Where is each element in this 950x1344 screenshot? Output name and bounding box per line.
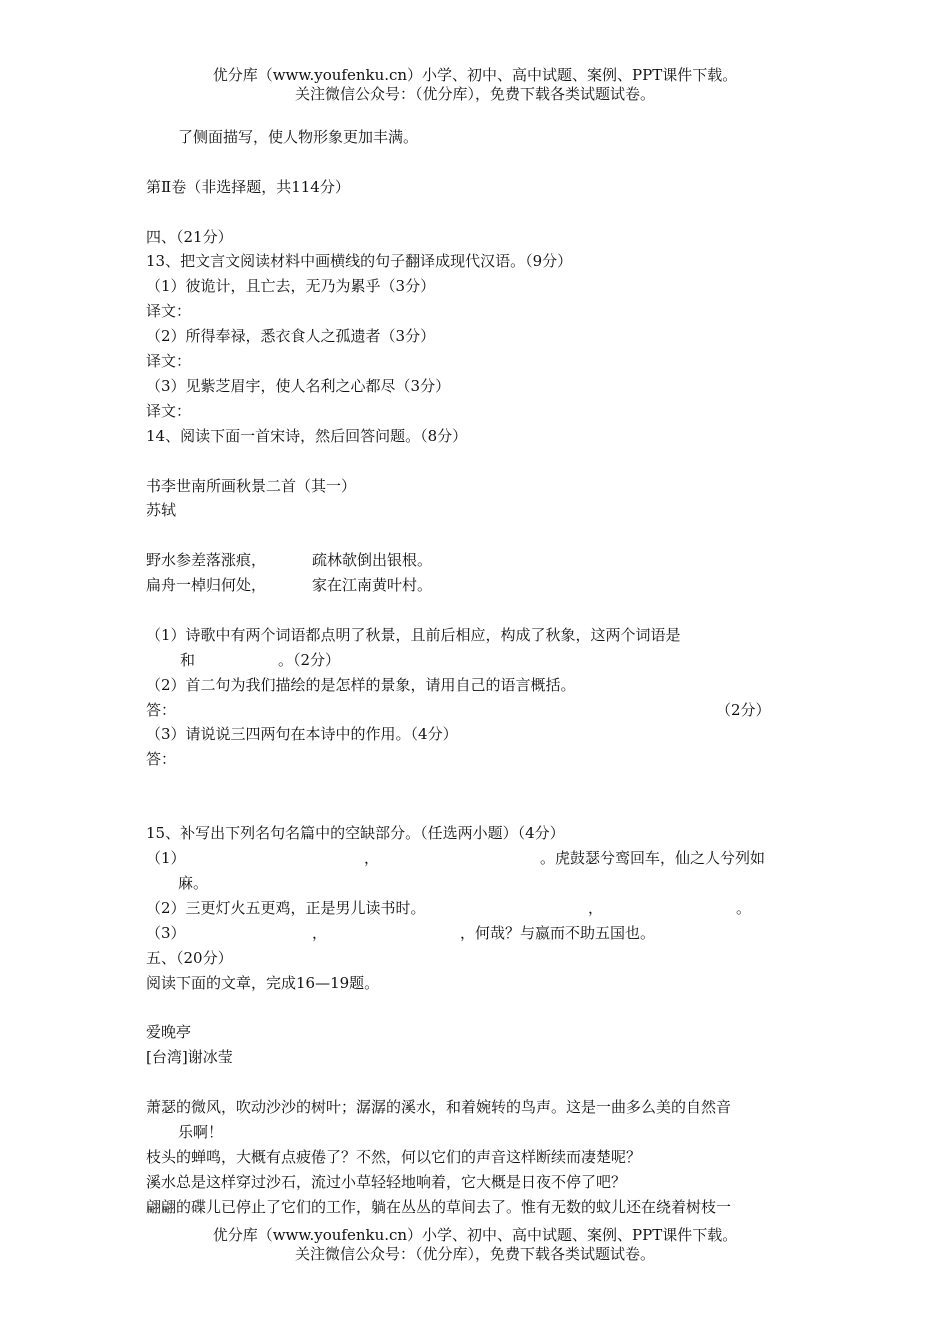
article-paragraph-1: 萧瑟的微风，吹动沙沙的树叶；潺潺的溪水，和着婉转的鸟声。这是一曲多么美的自然音 xyxy=(146,1098,732,1116)
question-14: 14、阅读下面一首宋诗，然后回答问题。（8分） xyxy=(146,427,468,445)
article-paragraph-3: 溪水总是这样穿过沙石，流过小草轻轻地响着，它大概是日夜不停了吧？ xyxy=(146,1173,627,1191)
reading-instruction: 阅读下面的文章，完成16—19题。 xyxy=(146,974,380,992)
poem-line-2b: 家在江南黄叶村。 xyxy=(312,576,433,594)
poem-title: 书李世南所画秋景二首（其一） xyxy=(146,477,357,495)
question-15-2-period: 。 xyxy=(736,899,752,917)
article-author: [台湾]谢冰莹 xyxy=(146,1048,233,1066)
question-15-2: （2）三更灯火五更鸡，正是男儿读书时。 xyxy=(146,899,426,917)
poem-line-2a: 扁舟一棹归何处， xyxy=(146,576,267,594)
page-header xyxy=(0,66,950,104)
header-line-1: 优分库（www.youfenku.cn）小学、初中、高中试题、案例、PPT课件下载。 xyxy=(212,66,738,84)
part-2-heading: 第Ⅱ卷（非选择题，共114分） xyxy=(146,178,350,196)
question-14-1: （1）诗歌中有两个词语都点明了秋景，且前后相应，构成了秋象，这两个词语是 xyxy=(146,626,681,644)
footer-line-1: 优分库（www.youfenku.cn）小学、初中、高中试题、案例、PPT课件下载。 xyxy=(212,1226,738,1244)
question-13-1: （1）彼诡计，且亡去，无乃为累乎（3分） xyxy=(146,277,436,295)
question-15-1-end: 麻。 xyxy=(178,874,209,892)
question-15-2-comma: ， xyxy=(588,899,604,917)
question-15-1-label: （1） xyxy=(146,849,186,867)
article-paragraph-4: 翩翩的碟儿已停止了它们的工作，躺在丛丛的草间去了。惟有无数的蚊儿还在绕着树枝一 xyxy=(146,1198,732,1216)
answer-score: （2分） xyxy=(716,701,771,719)
page-footer xyxy=(0,1226,950,1264)
article-title: 爱晚亭 xyxy=(146,1023,192,1041)
question-15-1-comma: ， xyxy=(364,849,380,867)
footer-line-2: 关注微信公众号：（优分库），免费下载各类试题试卷。 xyxy=(294,1245,655,1263)
translation-label-2: 译文： xyxy=(146,352,192,370)
question-15-3-comma: ， xyxy=(312,924,328,942)
translation-label-3: 译文： xyxy=(146,402,192,420)
poem-author: 苏轼 xyxy=(146,501,177,519)
question-14-1-score: 。（2分） xyxy=(278,651,341,669)
question-14-3: （3）请说说三四两句在本诗中的作用。（4分） xyxy=(146,725,458,743)
section-5-heading: 五、（20分） xyxy=(146,949,233,967)
question-15-3-text: ，何哉？与嬴而不助五国也。 xyxy=(460,924,656,942)
poem-line-1b: 疏林欹倒出银根。 xyxy=(312,551,433,569)
answer-label-2: 答： xyxy=(146,750,177,768)
poem-line-1a: 野水参差落涨痕， xyxy=(146,551,267,569)
question-14-1-and: 和 xyxy=(180,651,196,669)
header-line-2: 关注微信公众号：（优分库），免费下载各类试题试卷。 xyxy=(294,85,655,103)
section-4-heading: 四、（21分） xyxy=(146,228,233,246)
continued-text: 了侧面描写，使人物形象更加丰满。 xyxy=(178,128,419,146)
article-paragraph-1-end: 乐啊！ xyxy=(178,1123,224,1141)
article-paragraph-2: 枝头的蝉鸣，大概有点疲倦了？不然，何以它们的声音这样断续而凄楚呢？ xyxy=(146,1148,642,1166)
question-15: 15、补写出下列名句名篇中的空缺部分。（任选两小题）（4分） xyxy=(146,824,565,842)
question-13-2: （2）所得奉禄，悉衣食人之孤遗者（3分） xyxy=(146,327,436,345)
question-13-3: （3）见紫芝眉宇，使人名利之心都尽（3分） xyxy=(146,377,451,395)
translation-label-1: 译文： xyxy=(146,302,192,320)
question-15-3-label: （3） xyxy=(146,924,186,942)
question-15-1-text: 。虎鼓瑟兮鸾回车，仙之人兮列如 xyxy=(540,849,766,867)
question-13: 13、把文言文阅读材料中画横线的句子翻译成现代汉语。（9分） xyxy=(146,252,573,270)
question-14-2: （2）首二句为我们描绘的是怎样的景象，请用自己的语言概括。 xyxy=(146,676,576,694)
answer-label-1: 答： xyxy=(146,701,177,719)
